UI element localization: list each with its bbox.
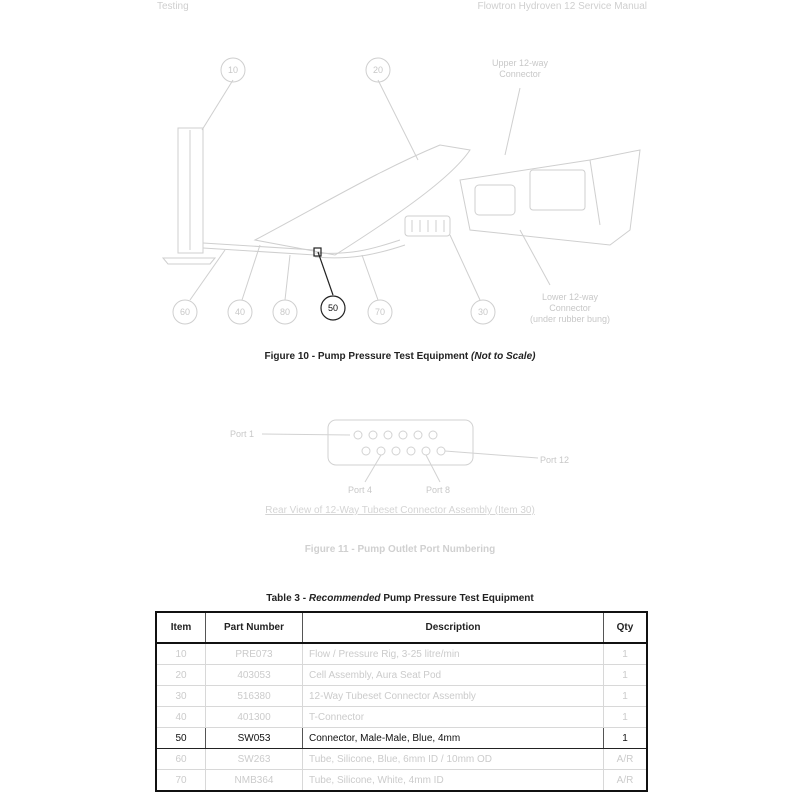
figure-11-subcaption: Rear View of 12-Way Tubeset Connector Assembly (Item 30) xyxy=(265,505,535,516)
cell-item: 30 xyxy=(156,686,206,707)
cell-qty: A/R xyxy=(604,749,648,770)
cell-item: 40 xyxy=(156,707,206,728)
cell-item: 20 xyxy=(156,665,206,686)
callout-10: 10 xyxy=(227,65,239,75)
page-header-right: Flowtron Hydroven 12 Service Manual xyxy=(477,1,647,12)
test-equipment-table xyxy=(155,611,648,792)
figure-11-illustration xyxy=(200,410,600,520)
cell-qty: 1 xyxy=(604,728,648,749)
cell-item: 50 xyxy=(156,728,206,749)
cell-item: 60 xyxy=(156,749,206,770)
lower-connector-label-2: Connector xyxy=(549,303,591,313)
table-3-caption xyxy=(0,593,800,604)
cell-description: Connector, Male-Male, Blue, 4mm xyxy=(303,728,604,749)
callout-50: 50 xyxy=(327,303,339,313)
pump-unit xyxy=(460,150,640,245)
callout-30: 30 xyxy=(477,307,489,317)
table-header-row xyxy=(156,612,647,643)
callout-20: 20 xyxy=(372,65,384,75)
cell-item: 10 xyxy=(156,643,206,665)
port-numbering-drawing xyxy=(200,410,600,520)
figure-10-caption-note: (Not to Scale) xyxy=(471,351,536,362)
cell-part-number: 401300 xyxy=(206,707,303,728)
cell-part-number: 516380 xyxy=(206,686,303,707)
cell-description: 12-Way Tubeset Connector Assembly xyxy=(303,686,604,707)
cell-description: Tube, Silicone, Blue, 6mm ID / 10mm OD xyxy=(303,749,604,770)
figure-10-illustration xyxy=(150,50,650,340)
cell-part-number: NMB364 xyxy=(206,770,303,792)
column-header-item: Item xyxy=(156,612,206,643)
connector-face xyxy=(328,420,473,465)
callout-80: 80 xyxy=(279,307,291,317)
cell-description: Tube, Silicone, White, 4mm ID xyxy=(303,770,604,792)
callout-70: 70 xyxy=(374,307,386,317)
figure-10-caption-main: Figure 10 - Pump Pressure Test Equipment xyxy=(264,351,472,362)
cell-description: Flow / Pressure Rig, 3-25 litre/min xyxy=(303,643,604,665)
figure-10-caption xyxy=(0,351,800,362)
cell-qty: 1 xyxy=(604,707,648,728)
cell-qty: 1 xyxy=(604,665,648,686)
port-8-label: Port 8 xyxy=(426,485,451,495)
port-12-label: Port 12 xyxy=(540,455,570,465)
cell-qty: 1 xyxy=(604,686,648,707)
seat-pod-cell xyxy=(255,145,470,255)
port-4-label: Port 4 xyxy=(348,485,373,495)
cell-part-number: PRE073 xyxy=(206,643,303,665)
cell-description: Cell Assembly, Aura Seat Pod xyxy=(303,665,604,686)
table-row xyxy=(156,643,647,665)
table-row xyxy=(156,665,647,686)
table-caption-prefix: Table 3 - xyxy=(266,593,309,604)
page-header-left: Testing xyxy=(157,1,189,12)
figure-11-caption: Figure 11 - Pump Outlet Port Numbering xyxy=(304,544,496,555)
callout-40: 40 xyxy=(234,307,246,317)
cell-description: T-Connector xyxy=(303,707,604,728)
column-header-part-number: Part Number xyxy=(206,612,303,643)
callout-60: 60 xyxy=(179,307,191,317)
lower-connector-label-1: Lower 12-way xyxy=(541,292,599,302)
upper-connector-label-2: Connector xyxy=(499,69,541,79)
column-header-description: Description xyxy=(303,612,604,643)
table-row-highlighted xyxy=(156,728,647,749)
table-row xyxy=(156,749,647,770)
cell-item: 70 xyxy=(156,770,206,792)
cell-part-number: SW263 xyxy=(206,749,303,770)
table-caption-suffix: Pump Pressure Test Equipment xyxy=(380,593,534,604)
column-header-qty: Qty xyxy=(604,612,648,643)
lower-connector-label-3: (under rubber bung) xyxy=(529,314,611,324)
pump-test-equipment-drawing xyxy=(150,50,650,340)
table-row xyxy=(156,686,647,707)
cell-qty: 1 xyxy=(604,643,648,665)
cell-part-number: SW053 xyxy=(206,728,303,749)
cell-part-number: 403053 xyxy=(206,665,303,686)
port-1-label: Port 1 xyxy=(230,429,255,439)
table-row xyxy=(156,770,647,792)
table-row xyxy=(156,707,647,728)
cell-qty: A/R xyxy=(604,770,648,792)
upper-connector-label-1: Upper 12-way xyxy=(491,58,549,68)
table-caption-emphasis: Recommended xyxy=(308,593,381,604)
